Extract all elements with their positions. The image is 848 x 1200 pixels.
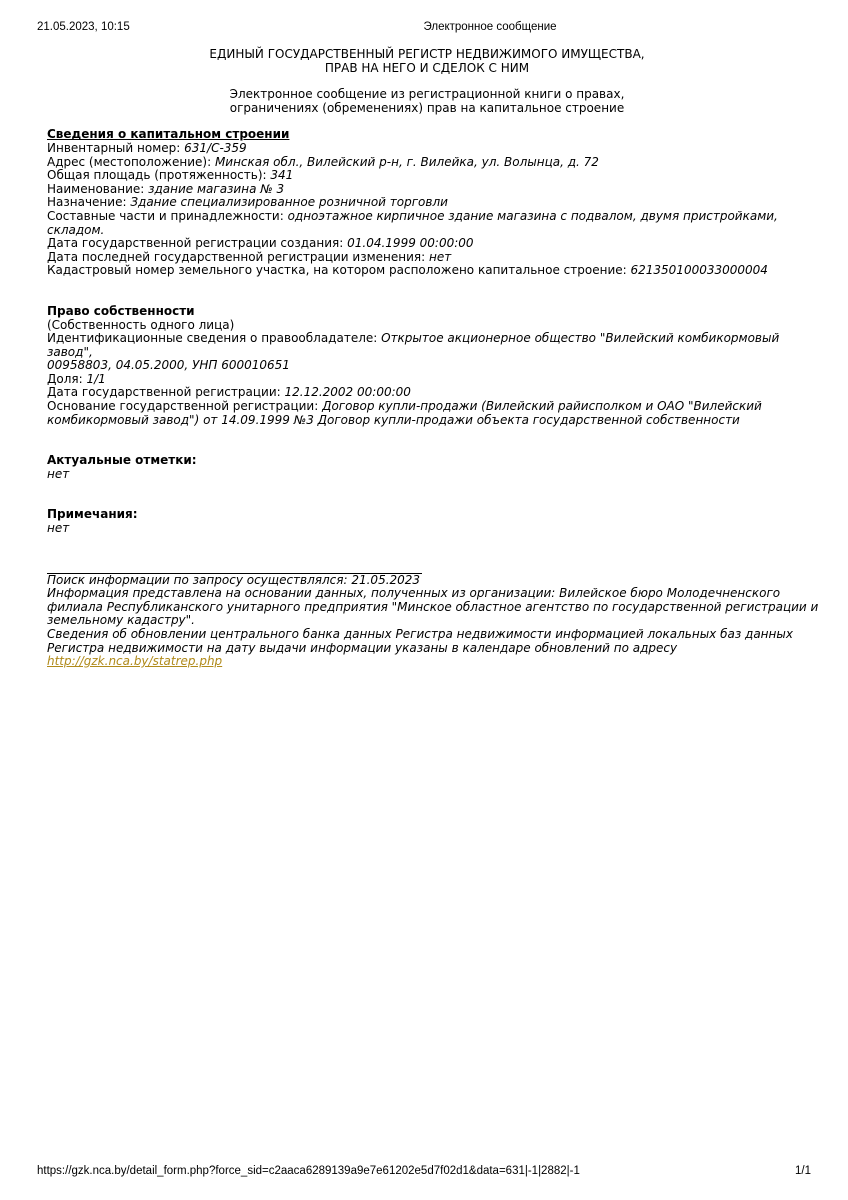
building-section [47, 128, 822, 278]
message-subtitle-line2: ограничениях (обременениях) прав на капитальное строение [229, 100, 625, 115]
area-label: Общая площадь (протяженность): [47, 168, 271, 183]
share-value: 1/1 [86, 371, 106, 386]
parts-label: Составные части и принадлежности: [47, 208, 288, 223]
building-section-title: Сведения о капитальном строении [47, 127, 290, 142]
name-value: здание магазина № 3 [148, 181, 285, 196]
area-value: 341 [270, 168, 294, 183]
address-label: Адрес (местоположение): [47, 154, 215, 169]
print-datetime: 21.05.2023, 10:15 [37, 21, 130, 33]
cadastral-row [47, 264, 822, 278]
purpose-value: Здание специализированное розничной торговли [130, 195, 448, 210]
registry-title-line1: ЕДИНЫЙ ГОСУДАРСТВЕННЫЙ РЕГИСТР НЕДВИЖИМОГО ИМУЩЕСТВА, [209, 47, 645, 61]
parts-value-continued: складом. [47, 222, 105, 237]
purpose-label: Назначение: [47, 195, 131, 210]
name-label: Наименование: [47, 181, 149, 196]
changed-date-value: нет [428, 249, 452, 264]
purpose-row [47, 196, 822, 210]
created-date-value: 01.04.1999 00:00:00 [347, 236, 474, 251]
marks-section-title: Актуальные отметки: [47, 453, 197, 468]
area-row [47, 169, 822, 183]
name-row [47, 183, 822, 197]
notes-value: нет [47, 521, 70, 536]
cadastral-value: 621350100033000004 [630, 263, 768, 278]
basis-value: Договор купли-продажи (Вилейский райисполком и ОАО "Вилейский [322, 399, 762, 414]
basis-row [47, 400, 822, 427]
update-line-1: Сведения об обновлении центрального банка данных Регистра недвижимости информацией локальных баз данных [47, 627, 793, 641]
document-body [47, 48, 822, 669]
document-header [47, 48, 807, 115]
update-line-2: Регистра недвижимости на дату выдачи информации указаны в календаре обновлений по адресу [47, 640, 678, 655]
statrep-link[interactable]: http://gzk.nca.by/statrep.php [47, 654, 223, 669]
address-row [47, 156, 822, 170]
share-label: Доля: [47, 371, 87, 386]
registry-title-line2: ПРАВ НА НЕГО И СДЕЛОК С НИМ [324, 60, 530, 75]
ownership-section-title: Право собственности [47, 303, 195, 318]
registration-date-value: 12.12.2002 00:00:00 [284, 385, 411, 400]
parts-value: одноэтажное кирпичное здание магазина с подвалом, двумя пристройками, [287, 208, 778, 223]
holder-value-continued: 00958803, 04.05.2000, УНП 600010651 [47, 358, 290, 373]
registration-date-row [47, 386, 822, 400]
cadastral-label: Кадастровый номер земельного участка, на котором расположено капитальное строение: [47, 263, 631, 278]
print-page-number: 1/1 [795, 1165, 811, 1177]
footnote-section [47, 574, 822, 669]
ownership-section [47, 305, 822, 427]
registration-date-label: Дата государственной регистрации: [47, 385, 285, 400]
inventory-row [47, 142, 822, 156]
marks-value: нет [47, 466, 70, 481]
message-subtitle-line1: Электронное сообщение из регистрационной книги о правах, [229, 87, 625, 102]
changed-date-label: Дата последней государственной регистрации изменения: [47, 249, 429, 264]
parts-row [47, 210, 822, 237]
basis-label: Основание государственной регистрации: [47, 399, 323, 414]
created-date-row [47, 237, 822, 251]
notes-section [47, 508, 822, 535]
holder-row [47, 332, 822, 373]
notes-section-title: Примечания: [47, 507, 138, 522]
holder-label: Идентификационные сведения о правообладателе: [47, 331, 382, 346]
search-date-line: Поиск информации по запросу осуществлялся: 21.05.2023 [47, 572, 421, 587]
basis-value-continued: комбикормовый завод") от 14.09.1999 №3 Договор купли-продажи объекта государственной собственности [47, 412, 740, 427]
holder-value: Открытое акционерное общество "Вилейский комбикормовый завод", [47, 331, 780, 359]
ownership-type: (Собственность одного лица) [47, 317, 235, 332]
source-line-1: Информация представлена на основании данных, полученных из организации: Вилейское бюро Молодечненского [47, 586, 781, 601]
print-title: Электронное сообщение [423, 21, 557, 33]
changed-date-row [47, 251, 822, 265]
inventory-value: 631/С-359 [184, 140, 247, 155]
marks-section [47, 454, 822, 481]
address-value: Минская обл., Вилейский р-н, г. Вилейка, ул. Волынца, д. 72 [214, 154, 599, 169]
print-url: https://gzk.nca.by/detail_form.php?force_sid=c2aaca6289139a9e7e61202e5d7f02d1&data=631|-1|2882|-1 [37, 1165, 580, 1177]
inventory-label: Инвентарный номер: [47, 140, 185, 155]
share-row [47, 373, 822, 387]
created-date-label: Дата государственной регистрации создания: [47, 236, 348, 251]
source-line-3: земельному кадастру". [47, 613, 195, 628]
source-line-2: филиала Республиканского унитарного предприятия "Минское областное агентство по государственной регистрации и [47, 599, 819, 614]
